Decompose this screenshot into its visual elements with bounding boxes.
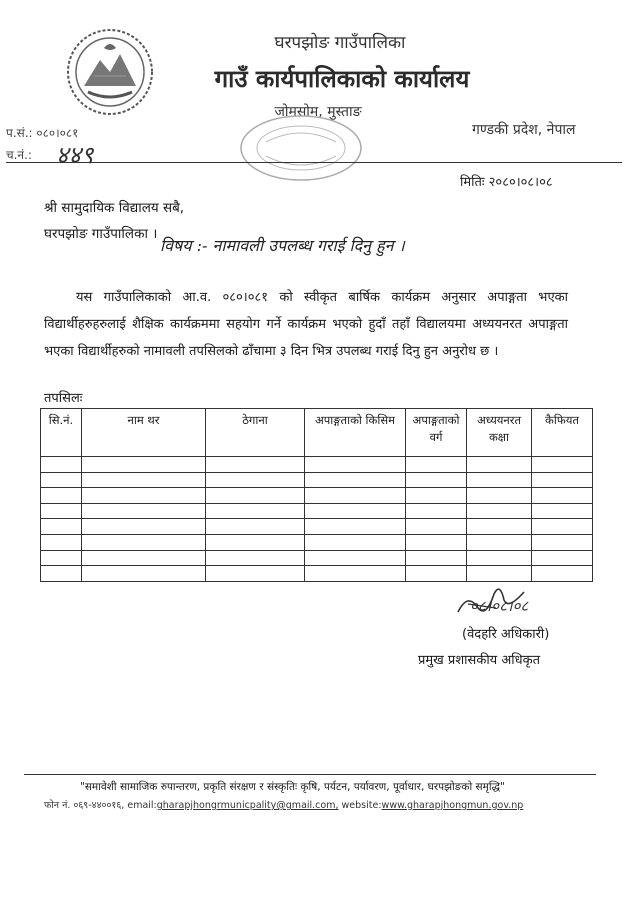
signatory-name: (वेदहरि अधिकारी) — [462, 627, 550, 642]
footer-divider — [24, 774, 596, 775]
office-stamp-icon — [236, 112, 366, 184]
signatory-title: प्रमुख प्रशासकीय अधिकृत — [418, 653, 541, 668]
table-row — [41, 472, 593, 488]
col-disability-type: अपाङ्गताको किसिम — [305, 409, 406, 457]
header-divider — [6, 162, 622, 163]
letter-body: यस गाउँपालिकाको आ.व. ०८०।०८१ को स्वीकृत बार्षिक कार्यक्रम अनुसार अपाङ्गता भएका विद्यार्थीहरुहरुलाई शैक्षिक कार्यक्रममा सहयोग गर्ने कार्यक्रम भएको हुदाँ तहाँ विद्यालयमा अध्ययनरत अपाङ्गता भएका विद्यार्थीहरुको नामावली तपसिलको ढाँचामा ३ दिन भित्र उपलब्ध गराई दिनु हुन अनुरोध छ । — [44, 290, 568, 359]
col-study-grade: अध्ययनरत कक्षा — [467, 409, 532, 457]
table-row — [41, 534, 593, 550]
letter-subject: विषय :- नामावली उपलब्ध गराई दिनु हुन । — [160, 236, 405, 255]
col-sn: सि.नं. — [41, 409, 82, 457]
col-disability-class: अपाङ्गताको वर्ग — [406, 409, 467, 457]
details-label: तपसिलः — [44, 391, 83, 406]
footer-website-link[interactable]: www.gharapjhongmun.gov.np — [381, 800, 524, 811]
dispatch-number-value: ४४९ — [56, 141, 94, 169]
col-remarks: कैफियत — [532, 409, 593, 457]
table-row — [41, 488, 593, 504]
province-name: गण्डकी प्रदेश, नेपाल — [472, 122, 576, 138]
office-location: जोमसोम, मुस्ताङ — [274, 104, 362, 120]
dispatch-number-label: च.नं.: — [6, 148, 32, 162]
table-row — [41, 550, 593, 566]
municipality-name: घरपझोङ गाउँपालिका — [274, 33, 406, 53]
student-list-table — [40, 408, 593, 582]
col-address: ठेगाना — [206, 409, 305, 457]
table-header-row — [41, 409, 593, 457]
addressee-line-1: श्री सामुदायिक विद्यालय सबै, — [44, 200, 185, 216]
footer-website-label: website: — [341, 800, 382, 811]
table-row — [41, 566, 593, 582]
footer-email-label: email: — [127, 800, 157, 811]
footer-motto: "समावेशी सामाजिक रुपान्तरण, प्रकृति संरक्षण र संस्कृतिः कृषि, पर्यटन, पर्यावरण, पूर्वाधार, घरपझोङको समृद्धि" — [80, 781, 505, 793]
footer-contact — [44, 798, 523, 811]
addressee-line-2: घरपझोङ गाउँपालिका । — [44, 226, 158, 242]
reference-number: प.सं.: ०८०।०८१ — [6, 126, 79, 140]
office-name: गाउँ कार्यपालिकाको कार्यालय — [214, 65, 470, 93]
footer-email-link[interactable]: gharapjhongrmunicpality@gmail.com, — [156, 800, 339, 811]
footer-phone: फोन नं. ०६९-४४००१६, — [44, 800, 125, 811]
table-row — [41, 503, 593, 519]
col-name: नाम थर — [82, 409, 206, 457]
table-row — [41, 519, 593, 535]
signature-date: ०८।०८।०८ — [470, 597, 529, 615]
nepal-emblem-icon — [64, 26, 156, 118]
letter-date: मितिः २०८०।०८।०८ — [460, 175, 553, 190]
table-row — [41, 457, 593, 473]
